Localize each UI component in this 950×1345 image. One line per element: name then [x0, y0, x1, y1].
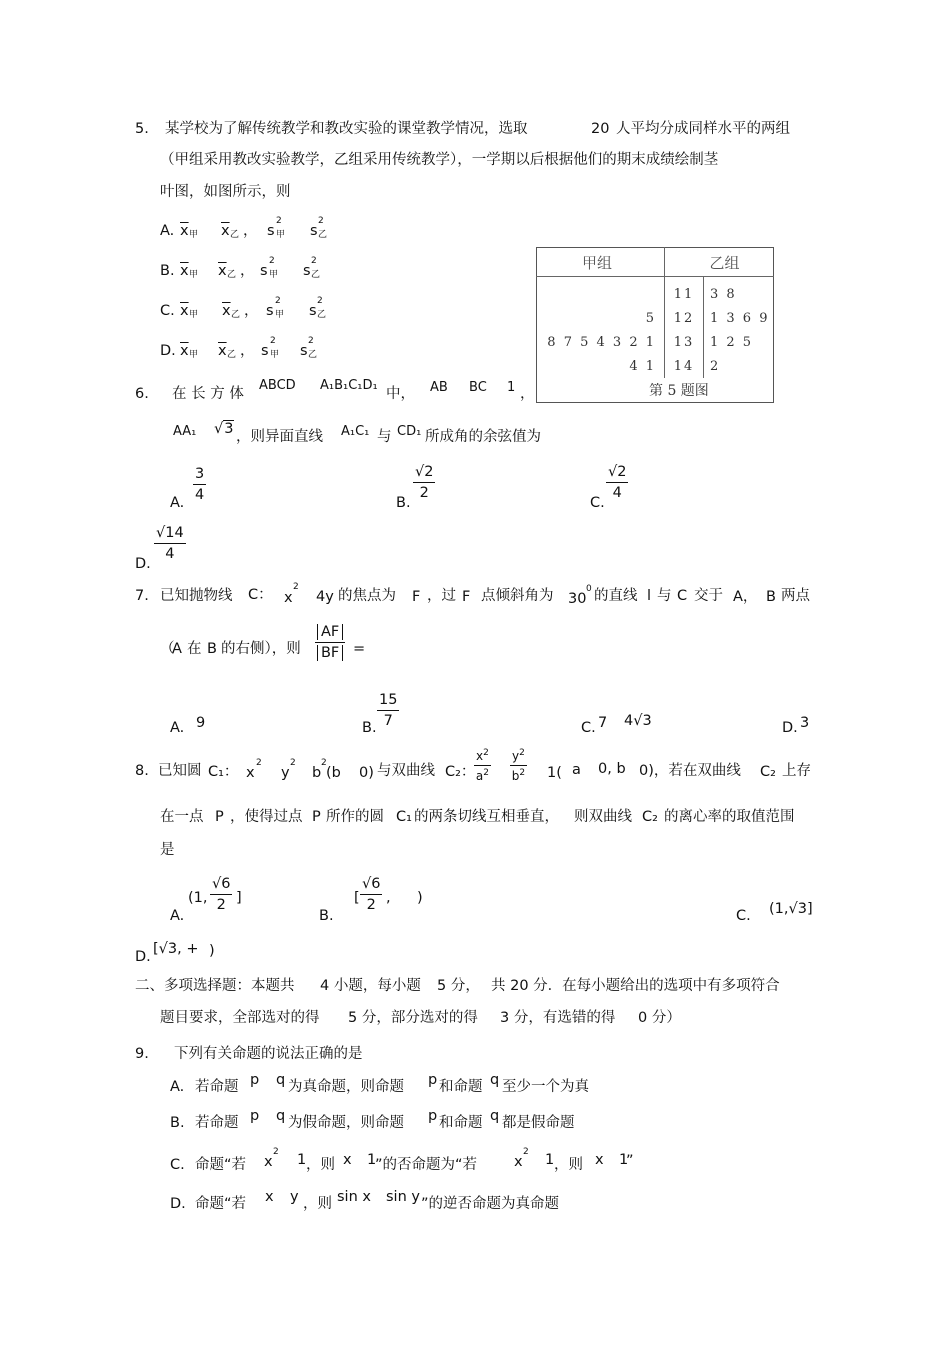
q7-b: B	[207, 641, 217, 657]
q5-mean-jia: $\overline{x}$	[180, 263, 189, 279]
subscript-yi: 乙	[318, 230, 328, 240]
denominator: 4	[165, 546, 175, 562]
q7-text: 交于	[694, 588, 723, 604]
q6-zhong: 中，	[386, 386, 415, 402]
q7-text: 点倾斜角为	[481, 588, 554, 604]
superscript-2: 2	[276, 216, 282, 226]
subscript-yi: 乙	[227, 270, 237, 280]
superscript-2: 2	[483, 748, 489, 758]
section-text: 0 分）	[638, 1010, 681, 1026]
q5-var-jia: s	[267, 223, 275, 239]
superscript-2: 2	[256, 758, 262, 768]
q9-x: x	[514, 1154, 523, 1170]
q7-option-d-value: 3	[800, 715, 810, 731]
q8-fraction-y	[510, 748, 527, 783]
q9-one: 1	[619, 1152, 629, 1168]
superscript-2: 2	[317, 296, 323, 306]
section-text: 3 分，有选错的得	[500, 1010, 616, 1026]
comma: ，	[240, 343, 255, 359]
superscript-2: 2	[311, 256, 317, 266]
q8-option-d-value: [√3, +	[153, 941, 199, 957]
subscript-yi: 乙	[308, 350, 318, 360]
q9-option-d-label: D.	[170, 1196, 186, 1212]
q5-option-a-label: A.	[160, 223, 175, 239]
q9-siny: sin y	[386, 1189, 420, 1205]
subscript-jia: 甲	[269, 270, 279, 280]
q9-x: x	[264, 1154, 273, 1170]
figure-caption: 第 5 题图	[649, 383, 709, 399]
numerator: √2	[606, 464, 628, 483]
q7-option-a-label: A.	[170, 720, 185, 736]
numerator: x	[476, 749, 484, 763]
q7-a: A，	[733, 589, 758, 605]
q6-bc: BC	[469, 380, 487, 395]
q9-text: 为假命题，则命题	[288, 1115, 404, 1131]
leaf-left: 8 7 5 4 3 2 1	[547, 334, 656, 350]
q9-option-b-label: B.	[170, 1115, 185, 1131]
q5-option-c-label: C.	[160, 303, 175, 319]
q7-option-c-value: 7	[598, 715, 608, 731]
q9-y: y	[290, 1189, 299, 1205]
q5-mean-yi: $\overline{x}$	[221, 223, 230, 239]
superscript-2: 2	[308, 336, 314, 346]
stem-leaf-row	[537, 306, 774, 330]
q6-option-c-fraction	[606, 464, 628, 501]
q8-p: P	[312, 809, 321, 825]
subscript-jia: 甲	[275, 310, 285, 320]
q8-text: 的两条切线互相垂直，	[414, 809, 559, 825]
q8-cond: 1(	[547, 765, 562, 781]
subscript-jia: 甲	[189, 350, 199, 360]
q8-b: b	[312, 765, 322, 781]
q6-ab: AB	[430, 380, 448, 395]
q8-y: y	[281, 765, 290, 781]
q6-option-b-label: B.	[396, 495, 411, 511]
leaf-left	[537, 277, 665, 307]
numerator: 15	[377, 692, 399, 711]
q8-c1: C₁：	[208, 764, 239, 780]
q8-option-c-value: (1,√3]	[769, 901, 813, 917]
q9-text: 命题“若	[195, 1196, 247, 1212]
q7-option-a-value: 9	[196, 715, 206, 731]
equals-sign: =	[353, 641, 366, 657]
q6-aa1: AA₁	[173, 424, 197, 439]
leaf-left: 5	[645, 310, 656, 326]
comma: ，	[243, 223, 258, 239]
stem: 14	[665, 354, 704, 378]
q6-number: 6.	[135, 386, 149, 402]
denominator: 2	[216, 897, 226, 913]
q5-var-jia: s	[266, 303, 274, 319]
q5-mean-yi: $\overline{x}$	[218, 343, 227, 359]
q5-option-b-label: B.	[160, 263, 175, 279]
q7-option-d-label: D.	[782, 720, 798, 736]
q9-x: x	[343, 1152, 352, 1168]
q5-var-jia: s	[260, 263, 268, 279]
q7-ratio-fraction	[315, 624, 345, 661]
q9-text: ”的否命题为“若	[375, 1157, 478, 1173]
q9-text: ，则	[306, 1157, 335, 1173]
q7-option-c-label: C.	[581, 720, 596, 736]
superscript-2: 2	[321, 758, 327, 768]
q9-q: q	[276, 1072, 286, 1088]
q5-var-yi: s	[300, 343, 308, 359]
q9-sinx: sin x	[337, 1189, 371, 1205]
sqrt-icon: √3	[214, 421, 234, 437]
superscript-2: 2	[290, 758, 296, 768]
denominator: 4	[195, 487, 205, 503]
q8-cond: 0, b	[598, 761, 626, 777]
denominator: a	[475, 769, 484, 783]
q9-text: 都是假命题	[502, 1115, 575, 1131]
q8-p: P	[215, 809, 224, 825]
q6-option-a-fraction	[193, 466, 206, 503]
subscript-yi: 乙	[317, 310, 327, 320]
subscript-yi: 乙	[231, 310, 241, 320]
q6-yu: 与	[377, 429, 392, 445]
q6-cd1: CD₁	[397, 424, 422, 439]
stem: 12	[665, 306, 704, 330]
q9-option-a-label: A.	[170, 1079, 185, 1095]
header-yi: 乙组	[704, 248, 774, 277]
subscript-jia: 甲	[189, 310, 199, 320]
numerator: √2	[413, 464, 435, 483]
q5-count: 20	[591, 121, 610, 137]
numerator: √6	[360, 876, 382, 895]
q7-a: A	[172, 641, 182, 657]
stem-leaf-figure	[536, 247, 774, 403]
q8-option-b-label: B.	[319, 908, 334, 924]
q9-q: q	[490, 1072, 500, 1088]
subscript-jia: 甲	[276, 230, 286, 240]
q6-one: 1	[507, 380, 516, 395]
section-text: 题目要求，全部选对的得	[160, 1010, 320, 1026]
q7-c: C：	[248, 587, 273, 603]
q8-text: 则双曲线	[574, 809, 632, 825]
q8-option-b-post: )	[417, 890, 423, 906]
leaf-right: 2	[710, 358, 721, 374]
q6-option-d-label: D.	[135, 556, 151, 572]
q9-one: 1	[297, 1152, 307, 1168]
q9-text: 和命题	[439, 1079, 483, 1095]
q9-p: p	[428, 1108, 438, 1124]
q7-option-b-fraction	[377, 692, 399, 729]
q7-text: （	[160, 641, 175, 657]
header-jia: 甲组	[537, 248, 665, 277]
q8-cond: (b	[326, 765, 341, 781]
q5-mean-jia: $\overline{x}$	[180, 303, 189, 319]
q8-c2: C₂	[642, 809, 658, 825]
q6-option-c-label: C.	[590, 495, 605, 511]
q9-text: 若命题	[195, 1079, 239, 1095]
q7-text: 的右侧），则	[221, 641, 301, 657]
q9-text: ，则	[554, 1157, 583, 1173]
q7-text: 已知抛物线	[160, 588, 233, 604]
denominator: 4	[612, 485, 622, 501]
subscript-yi: 乙	[311, 270, 321, 280]
section-text: 5 分，	[437, 978, 480, 994]
q7-text: 两点	[781, 588, 810, 604]
q6-text2: ，则异面直线	[236, 429, 323, 445]
superscript-2: 2	[275, 296, 281, 306]
q8-number: 8.	[135, 763, 149, 779]
subscript-jia: 甲	[189, 230, 199, 240]
q5-number: 5.	[135, 121, 149, 137]
q5-mean-jia: $\overline{x}$	[180, 223, 189, 239]
superscript-2: 2	[519, 768, 526, 778]
q7-b: B	[766, 589, 776, 605]
q6-abcd: ABCD	[259, 378, 296, 393]
section-text: 二、多项选择题：本题共	[135, 978, 295, 994]
q9-text: ，则	[303, 1196, 332, 1212]
denominator: BF	[317, 645, 343, 661]
q6-option-d-fraction	[154, 525, 186, 562]
leaf-right: 1 2 5	[710, 334, 754, 350]
q7-text: 的直线	[594, 588, 638, 604]
superscript-2: 2	[293, 582, 299, 592]
q9-number: 9.	[135, 1046, 149, 1062]
q6-root3: 3	[224, 421, 234, 437]
leaf-right: 1 3 6 9	[710, 310, 770, 326]
superscript-2: 2	[273, 1147, 279, 1157]
q9-text: ”	[626, 1153, 634, 1169]
q9-q: q	[276, 1108, 286, 1124]
q9-one: 1	[367, 1152, 377, 1168]
denominator: 2	[419, 485, 429, 501]
q5-mean-yi: $\overline{x}$	[222, 303, 231, 319]
q9-p: p	[250, 1072, 260, 1088]
q5-line2: （甲组采用教改实验教学，乙组采用传统教学），一学期以后根据他们的期末成绩绘制茎	[160, 152, 719, 168]
q9-text: ”的逆否命题为真命题	[421, 1196, 560, 1212]
q8-option-a-pre: (1,	[188, 890, 208, 906]
stem-leaf-row	[537, 330, 774, 354]
q9-text: 命题“若	[195, 1157, 247, 1173]
q9-text: 至少一个为真	[502, 1079, 589, 1095]
q8-option-c-label: C.	[736, 908, 751, 924]
q8-c1: C₁	[396, 809, 412, 825]
q5-mean-jia: $\overline{x}$	[180, 343, 189, 359]
q8-text: 所作的圆	[326, 809, 384, 825]
q5-mean-yi: $\overline{x}$	[218, 263, 227, 279]
q9-text: 和命题	[439, 1115, 483, 1131]
subscript-jia: 甲	[189, 270, 199, 280]
q8-cond: 0)，若在双曲线	[639, 763, 741, 779]
q9-text: 若命题	[195, 1115, 239, 1131]
q7-f: F	[412, 589, 421, 605]
q7-text: ，过	[427, 588, 456, 604]
q7-l: l	[647, 588, 652, 604]
stem: 11	[665, 277, 704, 307]
q8-option-d-post: )	[209, 943, 215, 959]
q8-cond: 0)	[359, 765, 374, 781]
superscript-2: 2	[519, 748, 525, 758]
q5-var-yi: s	[303, 263, 311, 279]
q9-q: q	[490, 1108, 500, 1124]
q9-p: p	[250, 1108, 260, 1124]
q8-option-b-fraction	[360, 876, 382, 913]
leaf-left: 4 1	[629, 358, 656, 374]
q8-x: x	[246, 765, 255, 781]
q8-text: 上存	[782, 763, 811, 779]
q7-text: 的焦点为	[338, 588, 396, 604]
superscript-2: 2	[269, 256, 275, 266]
degree-sign: 0	[586, 584, 592, 594]
q8-option-a-post: ]	[236, 890, 242, 906]
numerator: √14	[154, 525, 186, 544]
denominator: 7	[383, 713, 393, 729]
q6-text1: 在 长 方 体	[172, 386, 244, 402]
q8-c2: C₂	[760, 764, 776, 780]
q7-c: C	[677, 588, 688, 604]
q9-stem: 下列有关命题的说法正确的是	[174, 1046, 363, 1062]
q8-option-a-fraction	[210, 876, 232, 913]
q8-text: 与双曲线	[377, 763, 435, 779]
comma: ，	[520, 386, 535, 402]
section-text: 共 20 分．在每小题给出的选项中有多项符合	[491, 978, 780, 994]
q9-option-c-label: C.	[170, 1157, 185, 1173]
superscript-2: 2	[318, 216, 324, 226]
q8-a: a	[572, 762, 581, 778]
q7-text: 与	[657, 588, 672, 604]
q7-x: x	[284, 590, 293, 606]
q8-text: 在一点	[160, 809, 204, 825]
numerator: 3	[193, 466, 206, 485]
numerator: √6	[210, 876, 232, 895]
q8-text: 的离心率的取值范围	[664, 809, 795, 825]
q6-text3: 所成角的余弦值为	[425, 429, 541, 445]
q7-number: 7.	[135, 588, 149, 604]
q9-one: 1	[545, 1152, 555, 1168]
superscript-2: 2	[270, 336, 276, 346]
q5-line1b: 人平均分成同样水平的两组	[616, 121, 790, 137]
stem-leaf-header	[537, 248, 774, 277]
q7-text: 在	[187, 641, 202, 657]
q8-option-b-pre: [	[354, 890, 360, 906]
leaf-right: 3 8	[710, 286, 737, 302]
q5-line1: 某学校为了解传统教学和教改实验的课堂教学情况，选取	[165, 121, 528, 137]
q8-c2: C₂：	[445, 764, 476, 780]
q7-angle: 30	[568, 591, 587, 607]
q6-abcd1: A₁B₁C₁D₁	[320, 378, 378, 393]
stem: 13	[665, 330, 704, 354]
q6-a1c1: A₁C₁	[341, 424, 370, 439]
q7-option-b-label: B.	[362, 720, 377, 736]
q8-fraction-x	[474, 748, 491, 783]
q8-text: ，使得过点	[230, 809, 303, 825]
denominator: b	[511, 769, 520, 783]
comma: ，	[244, 303, 259, 319]
q6-option-b-fraction	[413, 464, 435, 501]
q9-x: x	[265, 1189, 274, 1205]
q9-p: p	[428, 1072, 438, 1088]
q8-option-a-label: A.	[170, 908, 185, 924]
q5-var-yi: s	[309, 303, 317, 319]
superscript-2: 2	[523, 1147, 529, 1157]
numerator: AF	[317, 624, 343, 640]
q9-x: x	[595, 1152, 604, 1168]
q5-var-jia: s	[261, 343, 269, 359]
section-text: 5 分，部分选对的得	[348, 1010, 478, 1026]
subscript-yi: 乙	[230, 230, 240, 240]
q8-text: 已知圆	[158, 763, 202, 779]
q7-4y: 4y	[316, 589, 334, 605]
q5-line3: 叶图，如图所示，则	[160, 184, 291, 200]
q8-option-b-post: ,	[386, 890, 391, 906]
q7-option-c-value2: 4√3	[624, 713, 652, 729]
q5-option-d-label: D.	[160, 343, 176, 359]
q7-f: F	[462, 589, 471, 605]
subscript-yi: 乙	[227, 350, 237, 360]
superscript-2: 2	[483, 768, 489, 778]
stem-leaf-row	[537, 277, 774, 307]
q8-option-d-label: D.	[135, 949, 151, 965]
denominator: 2	[366, 897, 376, 913]
q6-option-a-label: A.	[170, 495, 185, 511]
stem-leaf-row	[537, 354, 774, 378]
q9-text: 为真命题，则命题	[288, 1079, 404, 1095]
comma: ，	[240, 263, 255, 279]
q8-text: 是	[160, 842, 175, 858]
section-text: 4 小题，每小题	[320, 978, 421, 994]
numerator: y	[512, 749, 520, 763]
q5-var-yi: s	[310, 223, 318, 239]
subscript-jia: 甲	[270, 350, 280, 360]
